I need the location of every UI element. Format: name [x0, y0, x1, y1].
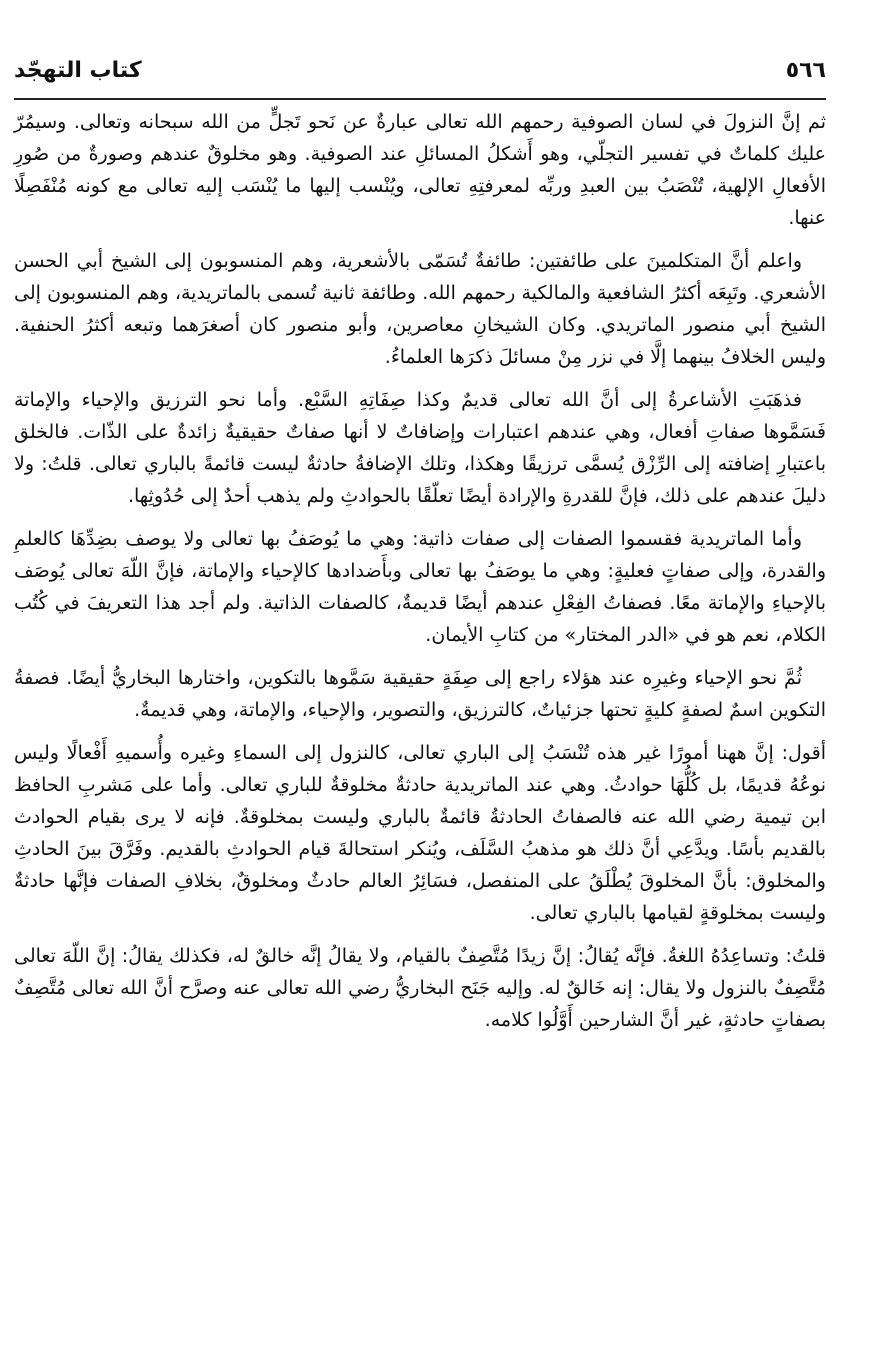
page-number: ٥٦٦	[785, 58, 826, 83]
paragraph: أقول: إنَّ ههنا أمورًا غير هذه تُنْسَبُ إلى الباري تعالى، كالنزول إلى السماءِ وغيره وأُسميهِ أَفْعالًا وليس نوعُهُ قديمًا، بل كُلُّهَا حوادثُ. وهي عند الماتريدية حادثةٌ مخلوقةٌ للباري تعالى. وأما على مَشربِ الحافظ ابن تيمية رضي الله عنه فالصفاتُ الحادثةُ قائمةٌ بالباري وليست بمخلوقةٌ. فإنه لا يرى بقيام الحوادث بالقديم بأسًا. ويدَّعِي أنَّ ذلك هو مذهبُ السَّلَف، ويُنكر استحالةَ قيام الحوادثِ بالقديم. وفَرَّقَ بينَ الحادثِ والمخلوق: بأنَّ المخلوقَ يُطْلَقُ على المنفصل، فسَائِرُ العالم حادثٌ ومخلوقٌ، بخلافِ الصفات فإنَّها حادثةٌ وليست بمخلوقةٍ لقيامها بالباري تعالى.	[14, 742, 826, 924]
paragraph: ثُمَّ نحو الإحياء وغيرِه عند هؤلاء راجع إلى صِفَةٍ حقيقية سَمَّوها بالتكوين، واختارها البخاريُّ أيضًا. فصفةُ التكوين اسمٌ لصفةٍ كليةٍ تحتها جزئياتٌ، كالترزيق، والتصوير، والإحياء، والإماتة، وهي قديمةٌ.	[14, 667, 826, 721]
main-text	[14, 106, 826, 1047]
paragraph: وأما الماتريدية فقسموا الصفات إلى صفات ذاتية: وهي ما يُوصَفُ بها تعالى ولا يوصف بضِدِّهَا كالعلمِ والقدرة، وإلى صفاتٍ فعليةٍ: وهي ما يوصَفُ بها تعالى وبأَضدادها كالإحياء والإماتة، فإنَّ اللّهَ تعالى يُوصَف بالإحياءِ والإماتة معًا. فصفاتُ الفِعْلِ عندهم أيضًا قديمةٌ، كالصفات الذاتية. ولم أجد هذا التعريفَ في كُتُب الكلام، نعم هو في «الدر المختار» من كتابِ الأيمان.	[14, 528, 826, 646]
paragraph: فذهَبَتِ الأشاعرةُ إلى أنَّ الله تعالى قديمٌ وكذا صِفَاتِهِ السَّبْع. وأما نحو الترزيق والإحياء والإماتة فَسَمَّوها صفاتِ أفعال، وهي عندهم اعتبارات وإضافاتٌ لا أنها صفاتٌ حقيقيةٌ زائدةٌ على الذّات. فالخلق باعتبارِ إضافته إلى الرِّزْق يُسمَّى ترزيقًا وهكذا، وتلك الإضافةُ حادثةٌ ليست قائمةً بالباري تعالى. قلتُ: ولا دليلَ عندهم على ذلك، فإنَّ للقدرةِ والإرادة أيضًا تعلّقًا بالحوادثِ ولم يذهب أحدٌ إلى حُدُوثِها.	[14, 389, 826, 507]
header-divider	[14, 98, 826, 100]
paragraph: قلتُ: وتساعِدُهُ اللغةُ. فإنَّه يُقالُ: إنَّ زيدًا مُتَّصِفٌ بالقيام، ولا يقالُ إنَّه خالقٌ له، فكذلك يقالُ: إنَّ اللّهَ تعالى مُتَّصِفٌ بالنزول ولا يقال: إنه خَالقٌ له. وإليه جَنَح البخاريُّ رضي الله تعالى عنه وصرَّح أنَّ الله تعالى مُتَّصِفٌ بصفاتٍ حادثةٍ، غير أنَّ الشارحين أَوَّلُوا كلامه.	[14, 945, 826, 1031]
paragraph: ثم إنَّ النزولَ في لسان الصوفية رحمهم الله تعالى عبارةٌ عن نَحو تَجلٍّ من الله سبحانه وتعالى. وسيمُرّ عليك كلماتٌ في تفسير التجلّي، وهو أَشكلُ المسائلِ عند الصوفية. وهو مخلوقٌ عندهم وصورةٌ من صُورِ الأفعالِ الإلهية، تُنْصَبُ بين العبدِ وربِّه لمعرفتِهِ تعالى، ويُنْسب إليها ما يُنْسَب إليه تعالى مع كونه مُنْفَصِلًا عنها.	[14, 111, 826, 229]
paragraph: واعلم أنَّ المتكلمينَ على طائفتين: طائفةٌ تُسَمّى بالأشعرية، وهم المنسوبون إلى الشيخ أبي الحسن الأشعري. وتَبِعَه أكثرُ الشافعية والمالكية رحمهم الله. وطائفة ثانية تُسمى بالماتريدية، وهم المنسوبون إلى الشيخ أبي منصور الماتريدي. وكان الشيخانِ معاصرين، وأبو منصور كان أصغرَهما وتبعه أكثرُ الحنفية. وليس الخلافُ بينهما إلَّا في نزر مِنْ مسائلَ ذكرَها العلماءُ.	[14, 250, 826, 368]
page-header	[14, 54, 826, 94]
book-title: كتاب التهجّد	[14, 58, 142, 83]
